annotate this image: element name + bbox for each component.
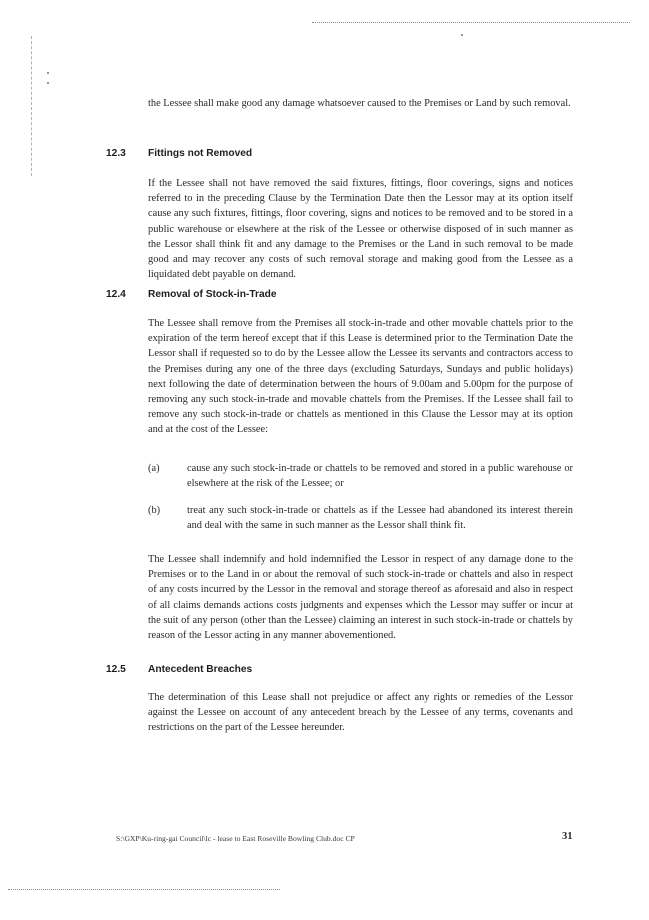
section-paragraph: The determination of this Lease shall not prejudice or affect any rights or remedies of the Lessor against the Lessee on account of any antecedent breach by the Lessee of any terms, covenants and restrictions on the part of the Lessee hereunder.: [148, 692, 573, 734]
section-title: Antecedent Breaches: [148, 664, 253, 675]
list-item-label: (a): [148, 463, 160, 474]
section-number: 12.5: [106, 664, 126, 675]
scan-speck: [461, 34, 463, 36]
section-paragraph: If the Lessee shall not have removed the said fixtures, fittings, floor coverings, signs and notices referred to in the preceding Clause by the Termination Date then the Lessor may at its option itself cause any such fixtures, fittings, floor covering, signs and notices to be removed and to be stored in a public warehouse or elsewhere at the risk of the Lessee or otherwise disposed of in such manner as the Lessor shall think fit and any damage to the Premises or the Land in such removal to be made good and may recover any costs of such removal storage and making good from the Lessee as a liquidated debt payable on demand.: [148, 178, 573, 281]
scan-speck: [47, 82, 49, 84]
section-paragraph: The Lessee shall remove from the Premises all stock-in-trade and other movable chattels prior to the expiration of the term hereof except that if this Lease is determined prior to the Termination Date the Lessor shall if requested so to do by the Lessee allow the Lessee its servants and contractors access to the Premises during any one of the three days (excluding Saturdays, Sundays and public holidays) next following the date of determination between the hours of 9.00am and 5.00pm for the purpose of removing any such stock-in-trade and movable chattels from the Premises. If the Lessee shall fail to remove any such stock-in-trade or chattels as mentioned in this Clause the Lessor may at its option and at the cost of the Lessee:: [148, 318, 573, 436]
list-item-label: (b): [148, 505, 161, 516]
scan-edge-left: [31, 36, 32, 176]
section-title: Fittings not Removed: [148, 148, 253, 159]
section-number: 12.3: [106, 148, 126, 159]
scan-edge-bottom: [8, 889, 280, 890]
section-closing-paragraph: The Lessee shall indemnify and hold indemnified the Lessor in respect of any damage done to the Premises or to the Land in or about the removal of such stock-in-trade or chattels and also in respect of any costs incurred by the Lessor in the removal and storage thereof as aforesaid and also in respect of all claims demands actions costs judgments and expenses which the Lessor may suffer or incur at the suit of any person (other than the Lessee) claiming an interest in such stock-in-trade or chattels by reason of the Lessor acting in any manner abovementioned.: [148, 554, 573, 642]
list-item-text: treat any such stock-in-trade or chattels as if the Lessee had abandoned its interest therein and deal with the same in such manner as the Lessor shall think fit.: [187, 505, 573, 532]
list-item-text: cause any such stock-in-trade or chattels to be removed and stored in a public warehouse or elsewhere at the risk of the Lessee; or: [187, 463, 573, 490]
section-title: Removal of Stock-in-Trade: [148, 289, 277, 300]
footer-file-path: S:\GXP\Ku-ring-gai Council\lc - lease to East Roseville Bowling Club.doc CP: [116, 834, 355, 843]
section-number: 12.4: [106, 289, 126, 300]
opening-paragraph: the Lessee shall make good any damage whatsoever caused to the Premises or Land by such removal.: [148, 98, 571, 109]
scan-speck: [47, 72, 49, 74]
page-number: 31: [562, 831, 573, 842]
scan-edge-top: [312, 22, 630, 23]
